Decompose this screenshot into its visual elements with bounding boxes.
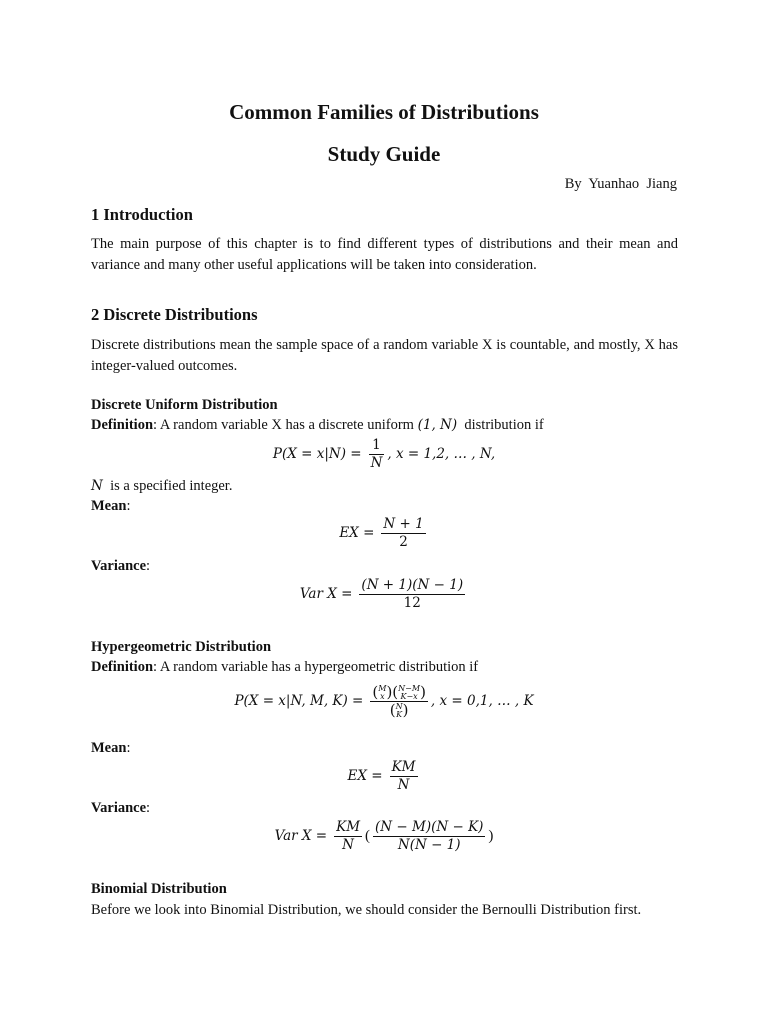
variance-lhs: Var X =: [299, 586, 353, 603]
note-text: is a specified integer.: [102, 478, 233, 494]
hyper-mean-fraction: $\frac{KM}{N}$: [391, 759, 416, 793]
definition-label: Definition: [91, 417, 154, 433]
intro-paragraph: The main purpose of this chapter is to find different types of distributions and their mean and variance and many other useful applications will be taken into consideration.: [91, 236, 678, 273]
uniform-mean-label: Mean:: [91, 498, 131, 514]
hyper-variance-equation: Var X = $\frac{KM}{N}$ ( $\frac{(N - M)(N - K)}{N(N - 1)}$ ): [274, 819, 494, 853]
pmf-lhs: P(X = x|N) =: [272, 446, 362, 463]
uniform-variance-equation: [0, 577, 768, 612]
document-subtitle: Study Guide: [327, 142, 441, 166]
uniform-note: [91, 478, 232, 495]
definition-tail: distribution if: [457, 417, 544, 433]
subheading-uniform: Discrete Uniform Distribution: [91, 397, 278, 413]
note-variable: N: [91, 478, 103, 494]
hyper-definition: Definition: A random variable has a hypergeometric distribution if: [91, 659, 479, 675]
hyper-pmf-equation: [0, 684, 768, 719]
author-line: By Yuanhao Jiang: [564, 176, 677, 192]
binomial-paragraph: Before we look into Binomial Distribution, we should consider the Bernoulli Distribution first.: [91, 902, 642, 918]
hyper-mean-label: Mean:: [91, 740, 131, 756]
document-title: Common Families of Distributions: [229, 100, 539, 124]
hyper-pmf-lhs: P(X = x|N, M, K) =: [234, 693, 364, 710]
binom-nm-kx: N−M K−x: [398, 683, 421, 701]
hyper-variance-label: Variance:: [91, 800, 151, 816]
hyper-variance-fraction-1: $\frac{KM}{N}$: [336, 819, 361, 853]
uniform-mean-equation: [0, 516, 768, 551]
uniform-params: (1, N): [417, 417, 458, 433]
subheading-hypergeometric: Hypergeometric Distribution: [91, 639, 272, 655]
binom-m-x: M x: [378, 683, 387, 701]
hyper-mean-equation: EX = $\frac{KM}{N}$: [347, 759, 416, 793]
binom-n-k: N K: [395, 701, 403, 719]
discrete-paragraph: Discrete distributions mean the sample space of a random variable X is countable, and mostly, X has integer-valued outcomes.: [91, 337, 678, 374]
mean-fraction: $\frac{N + 1}{2}$: [383, 516, 424, 550]
section-heading-introduction: 1 Introduction: [91, 205, 193, 224]
hyper-numerator: ( M x )( N−M K−x ): [372, 683, 426, 701]
pmf-denominator: N: [370, 455, 383, 471]
uniform-variance-label: Variance:: [91, 558, 151, 574]
variance-fraction: $\frac{(N + 1)(N - 1)}{12}$: [361, 577, 464, 611]
definition-text: : A random variable X has a discrete uniform: [153, 417, 418, 433]
pmf-fraction: [369, 437, 385, 472]
subheading-binomial: Binomial Distribution: [91, 881, 227, 897]
hyper-variance-fraction-2: $\frac{(N - M)(N - K)}{N(N - 1)}$: [375, 819, 484, 853]
uniform-definition: [91, 417, 544, 434]
hyper-support: , x = 0,1, … , K: [430, 693, 534, 710]
pmf-support: , x = 1,2, … , N,: [387, 446, 496, 463]
pmf-numerator: 1: [369, 437, 385, 455]
uniform-pmf-equation: [0, 437, 768, 472]
hyper-pmf-fraction: [370, 684, 428, 719]
hyper-denominator: ( N K ): [389, 701, 409, 719]
section-heading-discrete: 2 Discrete Distributions: [91, 305, 258, 324]
mean-lhs: EX =: [339, 525, 375, 542]
